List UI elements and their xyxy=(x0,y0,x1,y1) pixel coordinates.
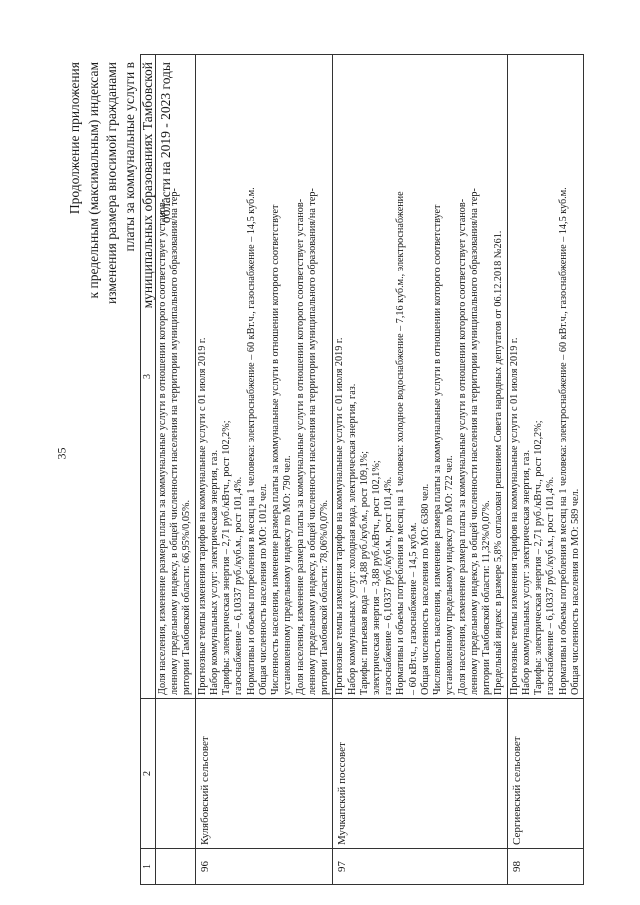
description-line: Общая численность населения по МО: 589 чел. xyxy=(569,488,581,695)
table-row xyxy=(195,55,333,885)
municipality-name: Кулябовский сельсовет xyxy=(195,699,333,849)
description-line: установленному предельному индексу по МО: 722 чел. xyxy=(444,455,456,695)
description-line: Тарифы: электрическая энергия – 2,71 руб./кВтч., рост 102,2%; xyxy=(533,420,545,695)
heading-line: области на 2019 - 2023 годы xyxy=(158,62,174,224)
row-number: 97 xyxy=(333,849,507,885)
description-line: установленному предельному индексу по МО: 790 чел. xyxy=(282,455,294,695)
heading-line: к предельным (максимальным) индексам xyxy=(85,62,101,299)
heading-line: изменения размера вносимой гражданами xyxy=(103,62,119,304)
description-line: Прогнозные темпы изменения тарифов на коммунальные услуги с 01 июля 2019 г. xyxy=(196,337,208,695)
description-line: ленному предельному индексу, в общей численности населения на территории муниципального образования/на тер- xyxy=(468,188,480,695)
description-line: Набор коммунальных услуг: электрическая энергия, газ. xyxy=(208,449,220,695)
municipality-name: Мучкапский поссовет xyxy=(333,699,507,849)
description-line: Численность населения, изменение размера платы за коммунальные услуги в отношении которого соответствует xyxy=(270,204,282,695)
description-line: Доля населения, изменение размера платы за коммунальные услуги в отношении которого соответствует установ- xyxy=(157,198,168,695)
tariff-description xyxy=(507,55,583,699)
description-line: ленному предельному индексу, в общей численности населения на территории муниципального образования/на тер- xyxy=(306,188,318,695)
description-line: Доля населения, изменение размера платы за коммунальные услуги в отношении которого соответствует установ- xyxy=(456,198,468,695)
description-line: Нормативы и объемы потребления в месяц на 1 человека: электроснабжение – 60 кВт.ч., газоснабжение – 14,5 куб.м. xyxy=(245,187,257,695)
heading-line: Продолжение приложения xyxy=(67,62,83,215)
tariff-description xyxy=(156,55,196,699)
row-number: 96 xyxy=(195,849,333,885)
description-line: Общая численность населения по МО: 1012 чел. xyxy=(257,483,269,695)
heading-line: муниципальных образованиях Тамбовской xyxy=(140,62,156,309)
row-number xyxy=(156,849,196,885)
description-line: Набор коммунальных услуг: холодная вода, электрическая энергия, газ. xyxy=(346,383,358,695)
description-line: Прогнозные темпы изменения тарифов на коммунальные услуги с 01 июля 2019 г. xyxy=(508,337,520,695)
column-header: 2 xyxy=(141,699,156,849)
description-line: ленному предельному индексу, в общей численности населения на территории муниципального образования/на тер- xyxy=(169,188,181,695)
table-header-row xyxy=(141,55,156,885)
description-line: ритории Тамбовской области: 11,32%/0,07%. xyxy=(481,500,493,695)
description-line: ритории Тамбовской области: 78,06%/0,07%. xyxy=(319,499,331,695)
table-row xyxy=(156,55,196,885)
description-line: Нормативы и объемы потребления в месяц на 1 человека: электроснабжение – 60 кВт.ч., газоснабжение – 14,5 куб.м. xyxy=(557,187,569,695)
description-line: – 60 кВт.ч., газоснабжение – 14,5 куб.м. xyxy=(407,522,419,695)
description-line: газоснабжение – 6,10337 руб./куб.м., рост 101,4%. xyxy=(545,476,557,695)
row-number: 98 xyxy=(507,849,583,885)
description-line: Доля населения, изменение размера платы за коммунальные услуги в отношении которого соответствует установ- xyxy=(294,198,306,695)
description-line: Тарифы: питьевая вода – 34,88 руб./куб.м., рост 109,1%; xyxy=(358,451,370,695)
table-row xyxy=(333,55,507,885)
description-line: газоснабжение – 6,10337 руб./куб.м., рост 101,4%. xyxy=(383,476,395,695)
description-line: Нормативы и объемы потребления в месяц на 1 человека: холодное водоснабжение – 7,16 куб.м., электроснабжение xyxy=(395,191,407,695)
tariff-description xyxy=(333,55,507,699)
page-number: 35 xyxy=(54,447,69,459)
description-line: Тарифы: электрическая энергия – 2,71 руб./кВтч., рост 102,2%; xyxy=(221,420,233,695)
table-row xyxy=(507,55,583,885)
column-header: 3 xyxy=(141,55,156,699)
tariff-description xyxy=(195,55,333,699)
description-line: электрическая энергия – 3,88 руб./кВтч., рост 102,1%; xyxy=(370,460,382,695)
description-line: Численность населения, изменение размера платы за коммунальные услуги в отношении которого соответствует xyxy=(432,204,444,695)
municipality-name xyxy=(156,699,196,849)
description-line: газоснабжение – 6,10337 руб./куб.м., рост 101,4%. xyxy=(233,476,245,695)
description-line: Предельный индекс в размере 5,8% согласован решением Совета народных депутатов от 06.12.2018 №261. xyxy=(493,230,505,695)
heading-line: платы за коммунальные услуги в xyxy=(122,62,137,252)
description-line: Набор коммунальных услуг: электрическая энергия, газ. xyxy=(520,449,532,695)
tariff-table xyxy=(140,55,625,885)
municipality-name: Сергиевский сельсовет xyxy=(507,699,583,849)
column-header: 1 xyxy=(141,849,156,885)
description-line: Прогнозные темпы изменения тарифов на коммунальные услуги с 01 июля 2019 г. xyxy=(334,337,346,695)
description-line: ритории Тамбовской области: 66,95%/0,05%. xyxy=(181,499,193,695)
description-line: Общая численность населения по МО: 6380 чел. xyxy=(419,483,431,695)
